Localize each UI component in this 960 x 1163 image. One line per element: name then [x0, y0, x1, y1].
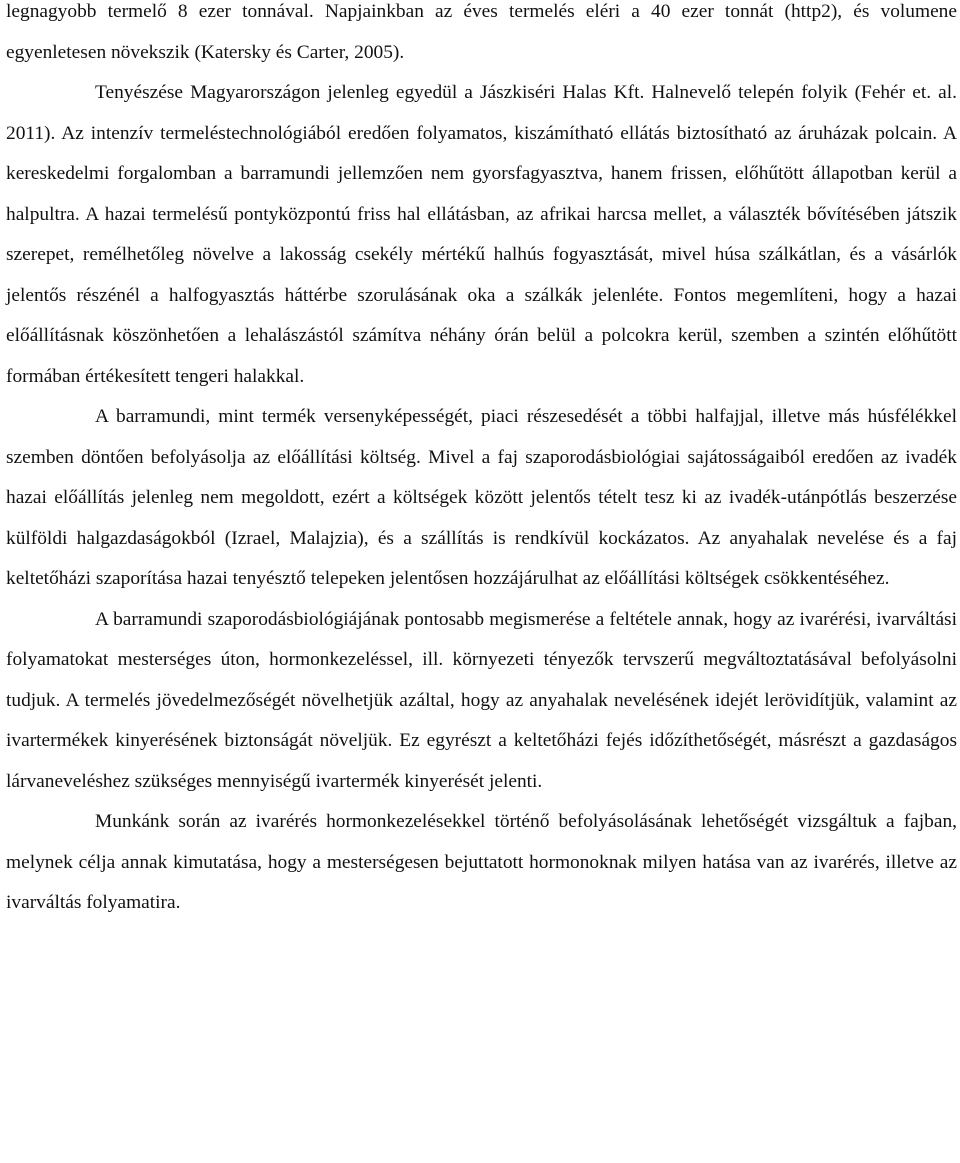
- paragraph-4: A barramundi szaporodásbiológiájának pontosabb megismerése a feltétele annak, hogy az ivarérési, ivarváltási folyamatokat mesterséges úton, hormonkezeléssel, ill. környezeti tényezők tervszerű megváltoztatásával befolyásolni tudjuk. A termelés jövedelmezőségét növelhetjük azáltal, hogy az anyahalak nevelésének idejét lerövidítjük, valamint az ivartermékek kinyerésének biztonságát növeljük. Ez egyrészt a keltetőházi fejés időzíthetőségét, másrészt a gazdaságos lárvaneveléshez szükséges mennyiségű ivartermék kinyerését jelenti.: [6, 608, 957, 792]
- paragraph-3: A barramundi, mint termék versenyképességét, piaci részesedését a többi halfajjal, illetve más húsfélékkel szemben döntően befolyásolja az előállítási költség. Mivel a faj szaporodásbiológiai sajátosságaiból eredően az ivadék hazai előállítás jelenleg nem megoldott, ezért a költségek között jelentős tételt tesz ki az ivadék-utánpótlás beszerzése külföldi halgazdaságokból (Izrael, Malajzia), és a szállítás is rendkívül kockázatos. Az anyahalak nevelése és a faj keltetőházi szaporítása hazai tenyésztő telepeken jelentősen hozzájárulhat az előállítási költségek csökkentéséhez.: [6, 406, 957, 589]
- paragraph-1: legnagyobb termelő 8 ezer tonnával. Napjainkban az éves termelés eléri a 40 ezer tonnát (http2), és volumene egyenletesen növekszik (Katersky és Carter, 2005).: [6, 1, 957, 63]
- paragraph-5: Munkánk során az ivarérés hormonkezelésekkel történő befolyásolásának lehetőségét vizsgáltuk a fajban, melynek célja annak kimutatása, hogy a mesterségesen bejuttatott hormonoknak milyen hatása van az ivarérés, illetve az ivarváltás folyamatira.: [6, 811, 957, 913]
- paragraph-2: Tenyészése Magyarországon jelenleg egyedül a Jászkiséri Halas Kft. Halnevelő telepén folyik (Fehér et. al. 2011). Az intenzív termeléstechnológiából eredően folyamatos, kiszámítható ellátás biztosítható az áruházak polcain. A kereskedelmi forgalomban a barramundi jellemzően nem gyorsfagyasztva, hanem frissen, előhűtött állapotban kerül a halpultra. A hazai termelésű pontyközpontú friss hal ellátásban, az afrikai harcsa mellet, a választék bővítésében játszik szerepet, remélhetőleg növelve a lakosság csekély mértékű halhús fogyasztását, mivel húsa szálkátlan, és a vásárlók jelentős részénél a halfogyasztás háttérbe szorulásának oka a szálkák jelenléte. Fontos megemlíteni, hogy a hazai előállításnak köszönhetően a lehalászástól számítva néhány órán belül a polcokra kerül, szemben a szintén előhűtött formában értékesített tengeri halakkal.: [6, 82, 957, 387]
